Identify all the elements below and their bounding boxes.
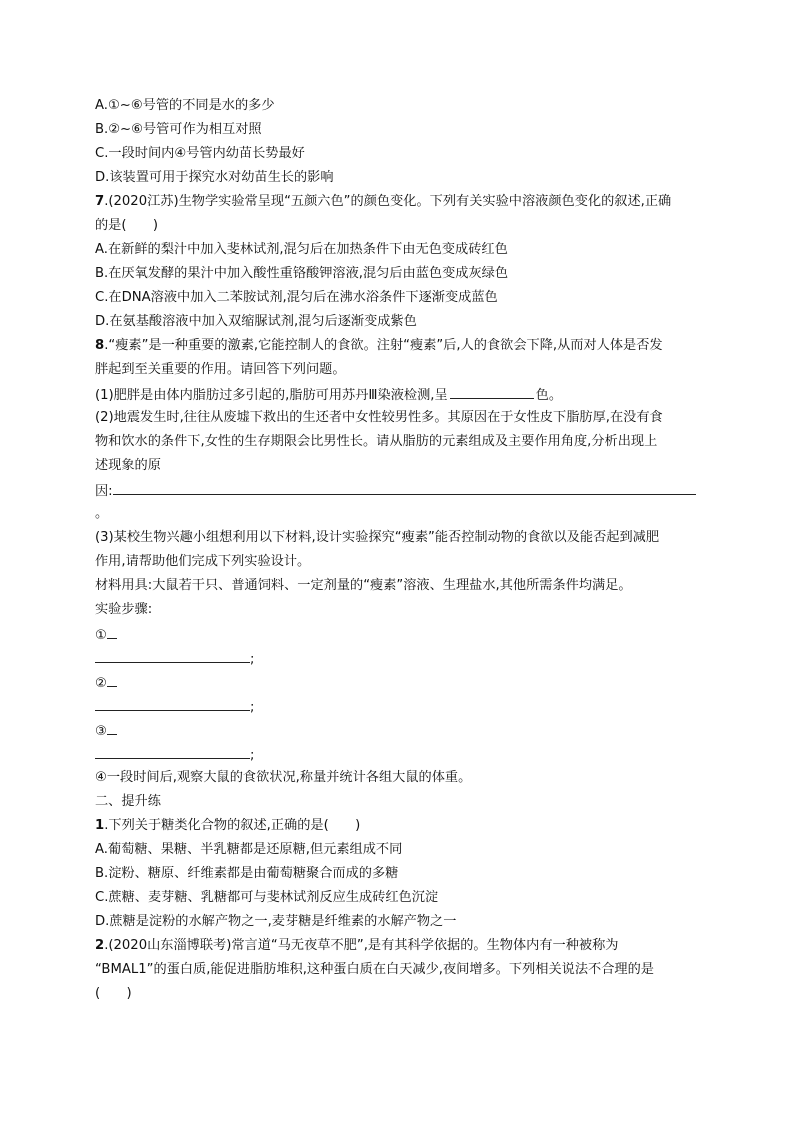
semicolon: ; bbox=[250, 748, 255, 763]
q6-option-c: C.一段时间内④号管内幼苗长势最好 bbox=[95, 146, 305, 161]
q8-part3-line-2: 作用,请帮助他们完成下列实验设计。 bbox=[95, 554, 311, 569]
s2q2-stem-line-3: ( ) bbox=[95, 986, 132, 1001]
s2q1-stem bbox=[95, 817, 703, 835]
answer-blank[interactable] bbox=[95, 745, 250, 759]
q7-option-d: D.在氨基酸溶液中加入双缩脲试剂,混匀后逐渐变成紫色 bbox=[95, 314, 417, 329]
q7-stem-line-2: 的是( ) bbox=[95, 218, 159, 233]
step1-marker: ① bbox=[95, 628, 107, 643]
q8-step2-answer bbox=[95, 697, 703, 717]
s2q1-stem-text: .下列关于糖类化合物的叙述,正确的是( ) bbox=[104, 818, 361, 833]
s2q2-stem-line-2: “BMAL1”的蛋白质,能促进脂肪堆积,这种蛋白质在白天减少,夜间增多。下列相关说法不合理的是 bbox=[95, 962, 654, 977]
q6-option-a: A.①~⑥号管的不同是水的多少 bbox=[95, 98, 275, 113]
q8-part2-line-3: 述现象的原 bbox=[95, 458, 161, 473]
q8-part1-suffix: 色。 bbox=[535, 388, 563, 403]
s2q1-option-b: B.淀粉、糖原、纤维素都是由葡萄糖聚合而成的多糖 bbox=[95, 866, 399, 881]
q8-part2-line-2: 物和饮水的条件下,女性的生存期限会比男性长。请从脂肪的元素组成及主要作用角度,分析出现上 bbox=[95, 434, 658, 449]
q8-number: 8 bbox=[95, 338, 105, 353]
q8-step1-answer bbox=[95, 649, 703, 669]
q8-stem-line-2: 胖起到至关重要的作用。请回答下列问题。 bbox=[95, 362, 346, 377]
q7-option-a: A.在新鲜的梨汁中加入斐林试剂,混匀后在加热条件下由无色变成砖红色 bbox=[95, 242, 508, 257]
q8-part3-line-1: (3)某校生物兴趣小组想利用以下材料,设计实验探究“瘦素”能否控制动物的食欲以及能否起到减肥 bbox=[95, 530, 660, 545]
answer-blank[interactable] bbox=[107, 673, 117, 687]
q7-number: 7 bbox=[95, 194, 105, 209]
q8-steps-label: 实验步骤: bbox=[95, 602, 153, 617]
q7-option-b: B.在厌氧发酵的果汁中加入酸性重铬酸钾溶液,混匀后由蓝色变成灰绿色 bbox=[95, 266, 509, 281]
q8-step2 bbox=[95, 673, 703, 693]
q8-part2-answer bbox=[95, 481, 703, 501]
s2q1-option-a: A.葡萄糖、果糖、半乳糖都是还原糖,但元素组成不同 bbox=[95, 842, 403, 857]
s2q1-option-d: D.蔗糖是淀粉的水解产物之一,麦芽糖是纤维素的水解产物之一 bbox=[95, 914, 457, 929]
s2q2-stem-text: .(2020山东淄博联考)常言道“马无夜草不肥”,是有其科学依据的。生物体内有一种被称为 bbox=[104, 938, 619, 953]
s2q1-number: 1 bbox=[95, 818, 105, 833]
semicolon: ; bbox=[250, 652, 255, 667]
s2q2-number: 2 bbox=[95, 938, 105, 953]
section-heading: 二、提升练 bbox=[95, 794, 161, 809]
answer-blank[interactable] bbox=[107, 721, 117, 735]
step2-marker: ② bbox=[95, 676, 107, 691]
s2q2-stem-line-1 bbox=[95, 937, 703, 955]
q8-part2-reason-label: 因: bbox=[95, 484, 113, 499]
semicolon: ; bbox=[250, 700, 255, 715]
q7-stem-line-1 bbox=[95, 193, 703, 211]
q8-part1-text: (1)肥胖是由体内脂肪过多引起的,脂肪可用苏丹Ⅲ染液检测,呈 bbox=[95, 388, 448, 403]
q8-part1 bbox=[95, 385, 703, 405]
s2q1-option-c: C.蔗糖、麦芽糖、乳糖都可与斐林试剂反应生成砖红色沉淀 bbox=[95, 890, 439, 905]
step3-marker: ③ bbox=[95, 724, 107, 739]
q6-option-d: D.该装置可用于探究水对幼苗生长的影响 bbox=[95, 170, 334, 185]
q8-stem-line-1 bbox=[95, 337, 703, 355]
answer-blank[interactable] bbox=[450, 385, 534, 399]
answer-blank[interactable] bbox=[107, 625, 117, 639]
q8-step3 bbox=[95, 721, 703, 741]
answer-blank[interactable] bbox=[95, 649, 250, 663]
q8-stem-text: .“瘦素”是一种重要的激素,它能控制人的食欲。注射“瘦素”后,人的食欲会下降,从而对人体是否发 bbox=[104, 338, 663, 353]
q7-option-c: C.在DNA溶液中加入二苯胺试剂,混匀后在沸水浴条件下逐渐变成蓝色 bbox=[95, 290, 498, 305]
q8-materials: 材料用具:大鼠若干只、普通饲料、一定剂量的“瘦素”溶液、生理盐水,其他所需条件均满足。 bbox=[95, 578, 632, 593]
q6-option-b: B.②~⑥号管可作为相互对照 bbox=[95, 122, 262, 137]
q8-part2-end: 。 bbox=[95, 506, 109, 521]
answer-blank[interactable] bbox=[95, 697, 250, 711]
answer-blank[interactable] bbox=[113, 481, 696, 495]
q8-part2-line-1: (2)地震发生时,往往从废墟下救出的生还者中女性较男性多。其原因在于女性皮下脂肪厚,在没有食 bbox=[95, 410, 663, 425]
q8-step3-answer bbox=[95, 745, 703, 765]
q8-step4: ④一段时间后,观察大鼠的食欲状况,称量并统计各组大鼠的体重。 bbox=[95, 770, 472, 785]
q7-stem-text: .(2020江苏)生物学实验常呈现“五颜六色”的颜色变化。下列有关实验中溶液颜色变化的叙述,正确 bbox=[104, 194, 672, 209]
q8-step1 bbox=[95, 625, 703, 645]
